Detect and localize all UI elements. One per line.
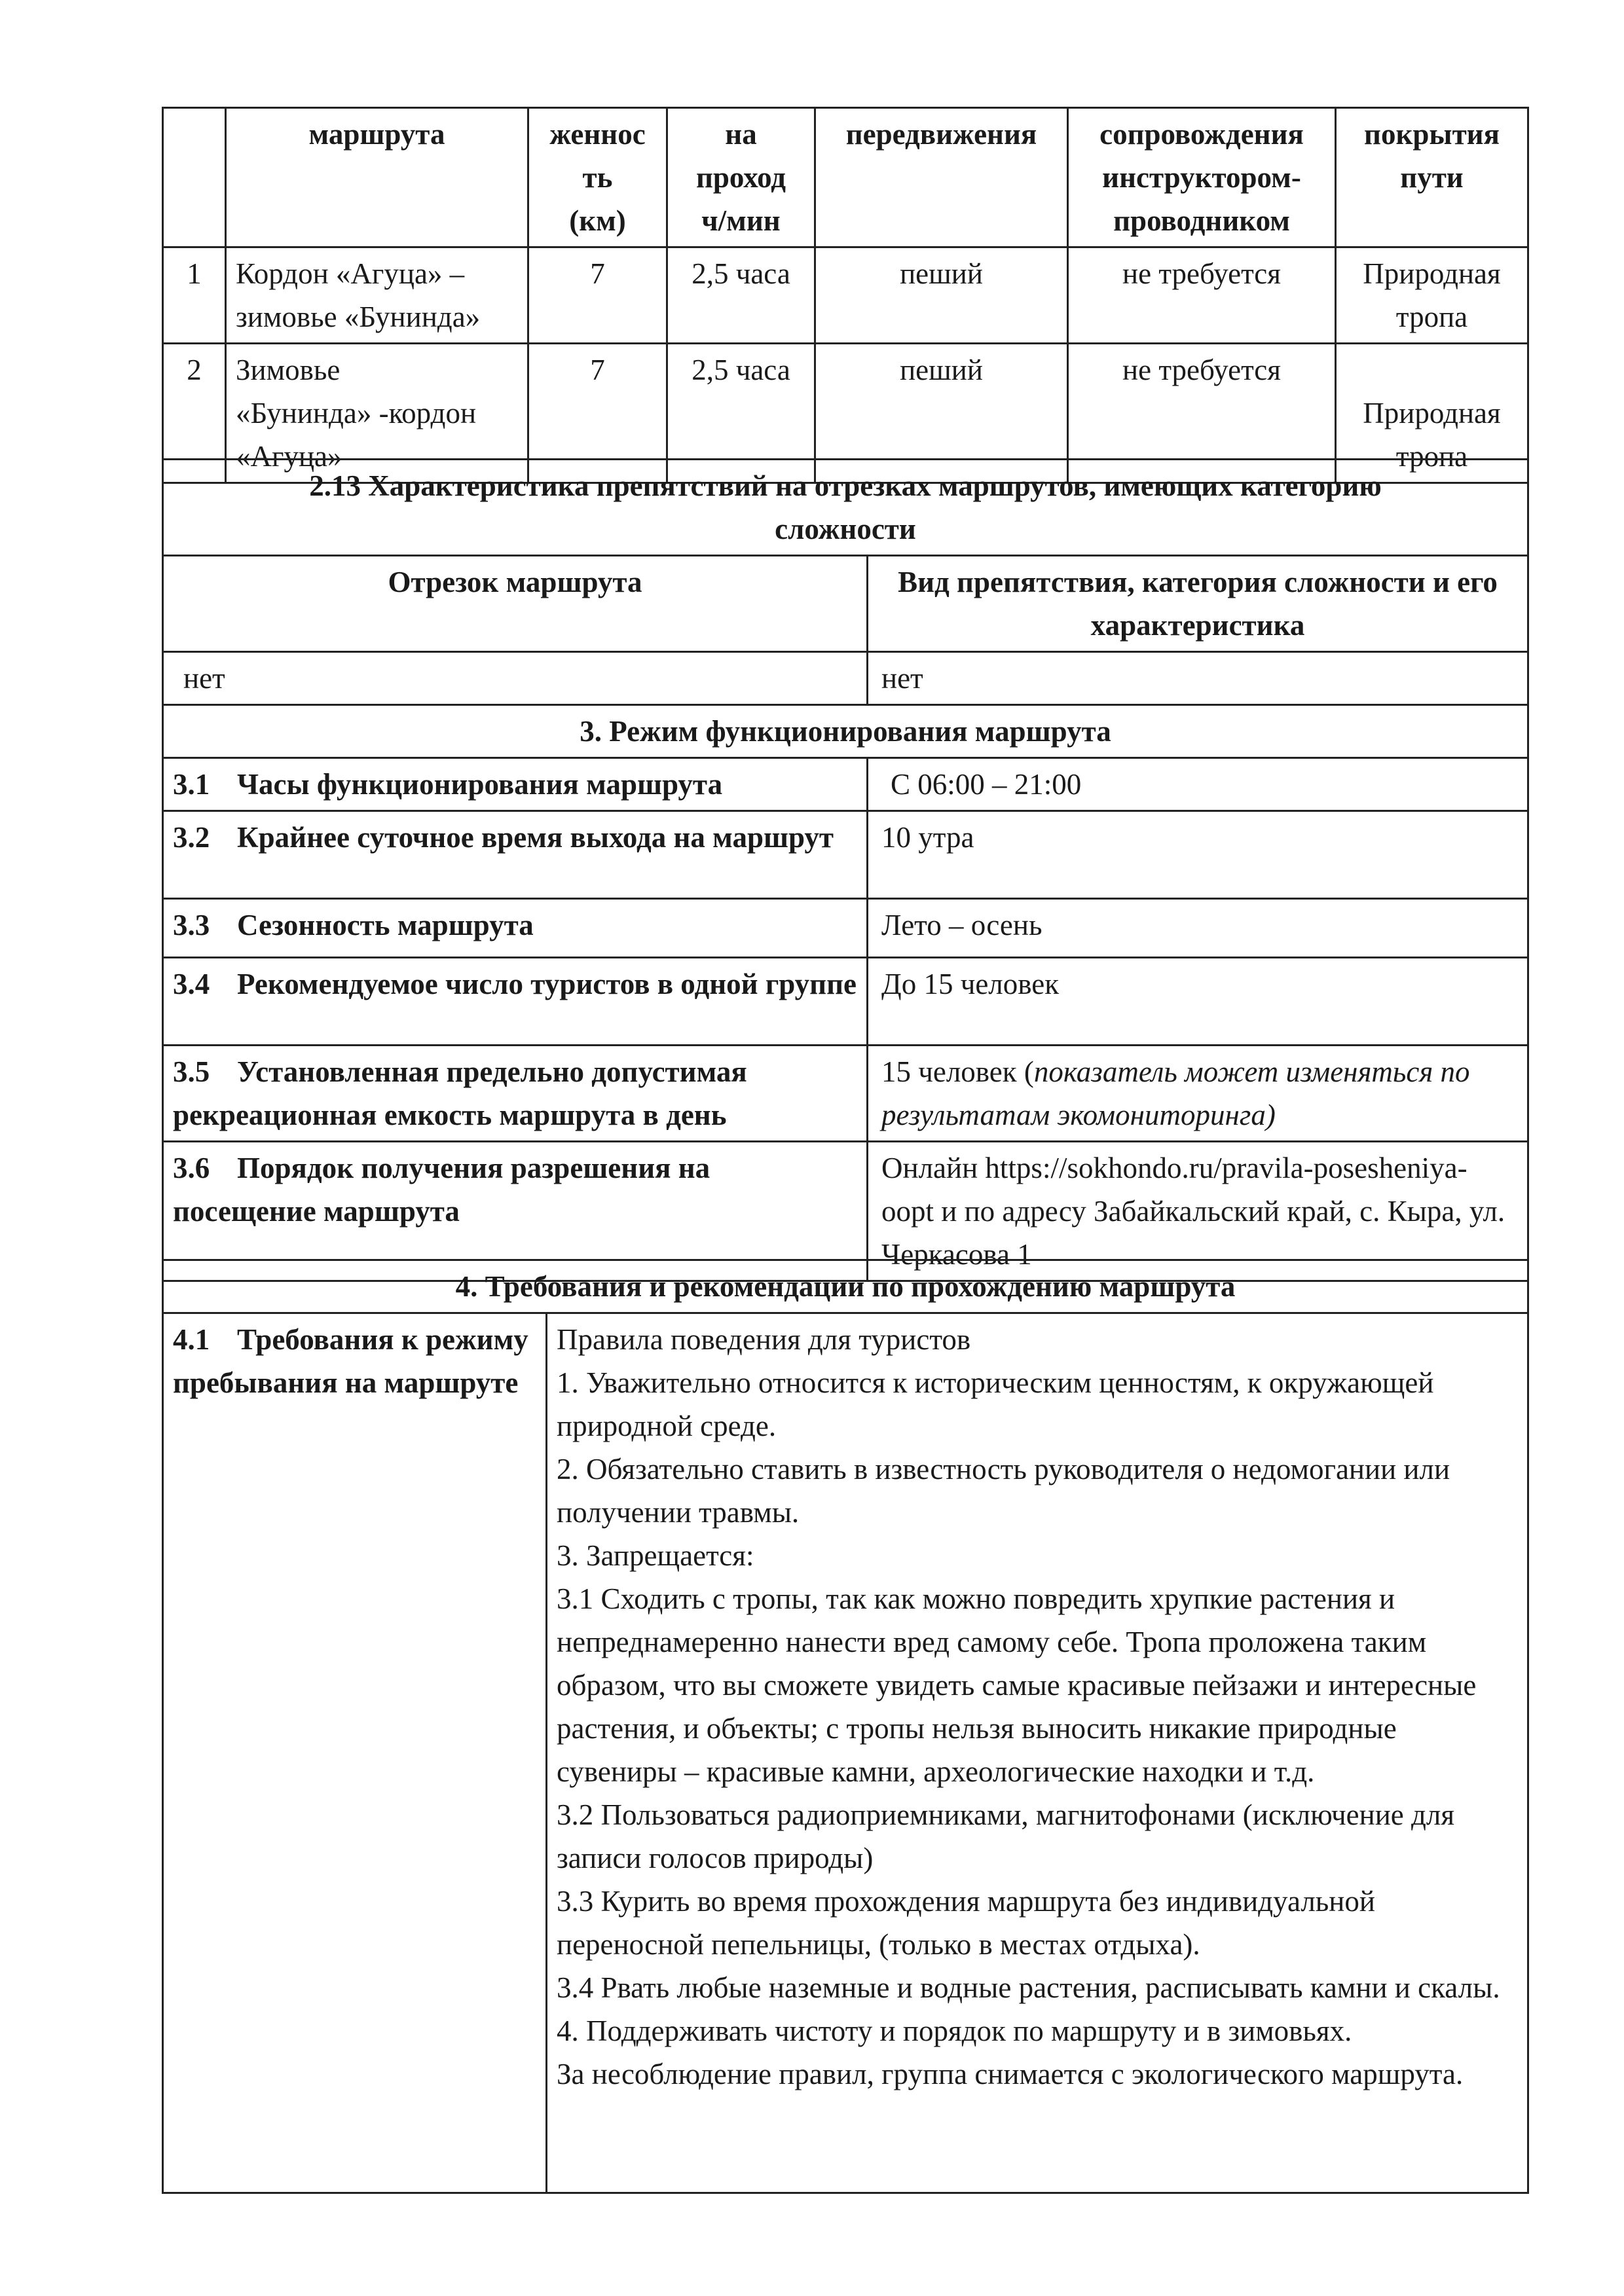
- obstacles-col2-value: нет: [868, 652, 1528, 705]
- table-row: [163, 247, 1528, 344]
- mode-row-value: Онлайн https://sokhondo.ru/pravila-poseshenіya-oopt и по адресу Забайкальский край, с. Кыра, ул. Черкасова 1: [868, 1142, 1528, 1281]
- rules-paragraph: 3.3 Курить во время прохождения маршрута без индивидуальной переносной пепельницы, (только в местах отдыха).: [557, 1885, 1375, 1961]
- obstacles-header-row: [163, 556, 1528, 652]
- route-surface: Природная тропа: [1336, 247, 1528, 344]
- mode-title-row: [163, 705, 1528, 758]
- header-cell-escort: сопровождения инструктором- проводником: [1068, 108, 1336, 247]
- table-row: [163, 758, 1528, 811]
- mode-row-label: 3.6 Порядок получения разрешения на посещение маршрута: [163, 1142, 868, 1281]
- table-row: [163, 1046, 1528, 1142]
- rules-paragraph: Правила поведения для туристов: [557, 1323, 971, 1356]
- row-num: 1: [163, 247, 226, 344]
- rules-row-content: [547, 1313, 1528, 2193]
- table-row: [163, 958, 1528, 1046]
- header-cell-surface: покрытия пути: [1336, 108, 1528, 247]
- rules-row-label: 4.1 Требования к режиму пребывания на маршруте: [163, 1313, 547, 2193]
- row-num: 2: [163, 344, 226, 483]
- mode-row-value: Лето – осень: [868, 899, 1528, 958]
- obstacles-and-mode-table: [162, 458, 1529, 1282]
- rules-paragraph: 1. Уважительно относится к историческим ценностям, к окружающей природной среде.: [557, 1366, 1434, 1442]
- mode-row-value: 10 утра: [868, 811, 1528, 899]
- mode-row-value: До 15 человек: [868, 958, 1528, 1046]
- mode-row-value: С 06:00 – 21:00: [868, 758, 1528, 811]
- route-escort: не требуется: [1068, 344, 1336, 483]
- obstacles-title-row: [163, 460, 1528, 556]
- rules-paragraph: 3.1 Сходить с тропы, так как можно повредить хрупкие растения и непреднамеренно нанести вред самому себе. Тропа проложена таким образом, что вы сможете увидеть самые красивые пейзажи и интересные растения, и объекты; с тропы нельзя выносить никакие природные сувениры – красивые камни, археологические находки и т.д.: [557, 1582, 1477, 1788]
- route-name: Зимовье «Бунинда» -кордон «Агуца»: [226, 344, 528, 483]
- header-cell-time: на проход ч/мин: [667, 108, 815, 247]
- obstacles-col1-value: нет: [163, 652, 868, 705]
- rules-paragraph: 3.2 Пользоваться радиоприемниками, магнитофонами (исключение для записи голосов природы): [557, 1798, 1455, 1874]
- route-time: 2,5 часа: [667, 247, 815, 344]
- obstacles-col1-header: Отрезок маршрута: [163, 556, 868, 652]
- mode-row-label: 3.2 Крайнее суточное время выхода на маршрут: [163, 811, 868, 899]
- header-cell-length: женнос ть (км): [528, 108, 667, 247]
- mode-section-title: 3. Режим функционирования маршрута: [163, 705, 1528, 758]
- mode-row-value: 15 человек (показатель может изменяться по результатам экомониторинга): [868, 1046, 1528, 1142]
- rules-section-title: 4. Требования и рекомендации по прохождению маршрута: [163, 1260, 1528, 1313]
- rules-paragraph: 2. Обязательно ставить в известность руководителя о недомогании или получении травмы.: [557, 1453, 1450, 1529]
- mode-row-label: 3.4 Рекомендуемое число туристов в одной группе: [163, 958, 868, 1046]
- table-row: [163, 899, 1528, 958]
- route-time: 2,5 часа: [667, 344, 815, 483]
- obstacles-col2-header: Вид препятствия, категория сложности и его характеристика: [868, 556, 1528, 652]
- header-cell-num: [163, 108, 226, 247]
- mode-row-label: 3.3 Сезонность маршрута: [163, 899, 868, 958]
- table-row: [163, 652, 1528, 705]
- route-mode: пеший: [815, 247, 1068, 344]
- rules-table: [162, 1259, 1529, 2194]
- route-table-header-row: [163, 108, 1528, 247]
- table-row: [163, 1313, 1528, 2193]
- mode-row-label: 3.1 Часы функционирования маршрута: [163, 758, 868, 811]
- rules-paragraph: 3. Запрещается:: [557, 1539, 754, 1572]
- obstacles-title: 2.13 Характеристика препятствий на отрезках маршрутов, имеющих категорию сложности: [163, 460, 1528, 556]
- header-cell-route: маршрута: [226, 108, 528, 247]
- route-length: 7: [528, 344, 667, 483]
- table-row: [163, 811, 1528, 899]
- rules-paragraph: 4. Поддерживать чистоту и порядок по маршруту и в зимовьях.: [557, 2014, 1352, 2047]
- route-escort: не требуется: [1068, 247, 1336, 344]
- route-name: Кордон «Агуца» – зимовье «Бунинда»: [226, 247, 528, 344]
- rules-paragraph: За несоблюдение правил, группа снимается с экологического маршрута.: [557, 2058, 1464, 2090]
- rules-paragraph: 3.4 Рвать любые наземные и водные растения, расписывать камни и скалы.: [557, 1971, 1500, 2004]
- route-mode: пеший: [815, 344, 1068, 483]
- header-cell-mode: передвижения: [815, 108, 1068, 247]
- route-length: 7: [528, 247, 667, 344]
- mode-row-label: 3.5 Установленная предельно допустимая рекреационная емкость маршрута в день: [163, 1046, 868, 1142]
- route-table: [162, 107, 1529, 484]
- rules-title-row: [163, 1260, 1528, 1313]
- route-surface: Природная тропа: [1336, 344, 1528, 483]
